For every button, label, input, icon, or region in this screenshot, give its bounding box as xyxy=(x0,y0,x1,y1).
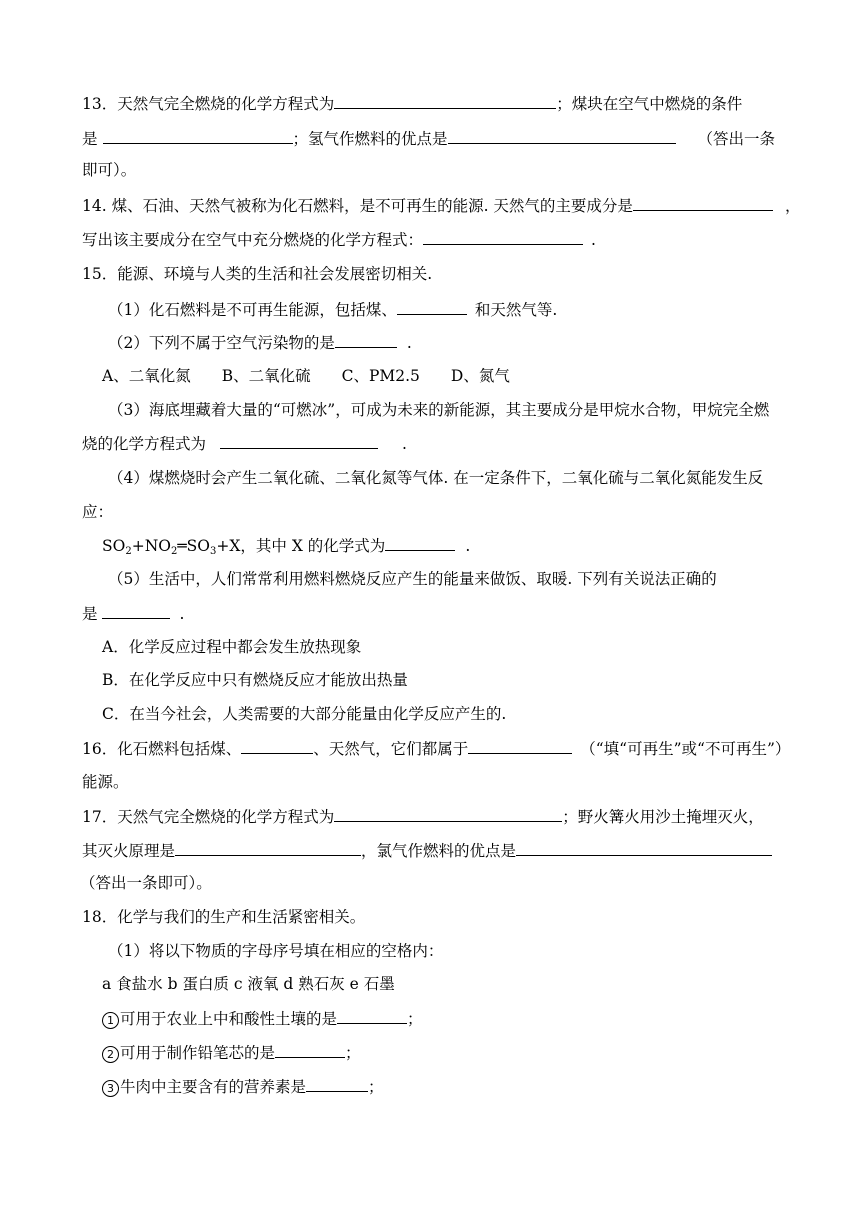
q15-text: 应： xyxy=(82,503,114,521)
q14-text: 写出该主要成分在空气中充分燃烧的化学方程式： xyxy=(82,231,424,249)
subscript: 2 xyxy=(170,546,178,557)
q15-text: 是 xyxy=(82,605,98,623)
answer-blank xyxy=(334,806,562,822)
semicolon: ； xyxy=(407,1010,423,1028)
answer-blank xyxy=(516,840,772,856)
answer-blank xyxy=(334,93,556,109)
q15-text: 和天然气等. xyxy=(474,301,558,319)
q17-text: ，氯气作燃料的优点是 xyxy=(361,842,517,860)
q16-text: 能源。 xyxy=(82,773,129,791)
q17-line-3 xyxy=(80,873,212,893)
answer-blank xyxy=(337,1008,407,1024)
q18-text: 可用于制作铅笔芯的是 xyxy=(120,1044,276,1062)
q13-text: ；氢气作燃料的优点是 xyxy=(292,130,448,148)
q15-text: . xyxy=(179,605,185,623)
option-text: B．在化学反应中只有燃烧反应才能放出热量 xyxy=(102,671,408,689)
q15-text: （2）下列不属于空气污染物的是 xyxy=(108,334,335,352)
q18-items-text: a 食盐水 b 蛋白质 c 液氧 d 熟石灰 e 石墨 xyxy=(102,975,395,993)
q15-text: 15．能源、环境与人类的生活和社会发展密切相关. xyxy=(82,265,433,283)
q15-equation xyxy=(102,535,470,556)
q13-line-2 xyxy=(82,128,775,149)
q13-line-1 xyxy=(82,93,742,114)
subscript: 2 xyxy=(125,546,132,557)
semicolon: ； xyxy=(368,1078,384,1096)
q18-item-1 xyxy=(102,1008,423,1029)
answer-blank xyxy=(335,332,397,348)
q17-text: 17．天然气完全燃烧的化学方程式为 xyxy=(82,808,335,826)
q15-text: （5）生活中，人们常常利用燃料燃烧反应产生的能量来做饭、取暖. 下列有关说法正确的 xyxy=(108,570,717,588)
q15-sub-1 xyxy=(108,299,557,320)
q15-text: 烧的化学方程式为 xyxy=(82,435,207,453)
q17-text: 其灭火原理是 xyxy=(82,842,176,860)
q17-line-1 xyxy=(82,806,764,827)
circled-number-3: 3 xyxy=(102,1080,119,1097)
q17-text: （答出一条即可）。 xyxy=(80,874,212,892)
q18-intro xyxy=(82,907,365,927)
answer-blank xyxy=(275,1042,345,1058)
answer-blank xyxy=(423,229,583,245)
option-text: A．化学反应过程中都会发生放热现象 xyxy=(102,638,362,656)
q16-text: （“填“可再生”或“不可再生”） xyxy=(580,740,791,758)
answer-blank xyxy=(175,840,361,856)
equation-text: +NO xyxy=(131,537,171,555)
q15-sub-4 xyxy=(108,468,763,488)
answer-blank xyxy=(102,603,170,619)
answer-blank xyxy=(633,195,773,211)
q18-text: 18．化学与我们的生产和生活紧密相关。 xyxy=(82,908,366,926)
answer-blank xyxy=(220,433,378,449)
q14-line-2 xyxy=(82,229,596,250)
answer-blank xyxy=(306,1076,368,1092)
q15-option-b xyxy=(102,670,408,690)
q15-text: . xyxy=(402,435,407,453)
answer-blank xyxy=(241,738,313,754)
q15-sub-3-cont xyxy=(82,433,407,454)
q15-sub-5 xyxy=(108,569,717,589)
semicolon: ； xyxy=(345,1044,361,1062)
q15-options xyxy=(102,366,510,386)
q15-option-a xyxy=(102,637,361,657)
q14-text: ， xyxy=(784,197,801,215)
q16-line-2 xyxy=(82,772,129,792)
q15-sub-3 xyxy=(108,400,769,420)
equation-text: ═SO xyxy=(177,537,211,555)
answer-blank xyxy=(103,128,293,144)
q13-text: 13．天然气完全燃烧的化学方程式为 xyxy=(82,95,335,113)
q13-text: 即可）。 xyxy=(82,161,137,179)
subscript: 3 xyxy=(210,546,217,557)
q15-text: （4）煤燃烧时会产生二氧化硫、二氧化氮等气体. 在一定条件下，二氧化硫与二氧化氮能发生反 xyxy=(108,469,764,487)
equation-text: +X，其中 X 的化学式为 xyxy=(216,537,386,555)
q16-text: 16．化石燃料包括煤、 xyxy=(82,740,242,758)
circled-number-1: 1 xyxy=(102,1012,119,1029)
q13-text: 是 xyxy=(82,130,98,148)
q18-sub-1 xyxy=(108,941,443,961)
q18-item-2 xyxy=(102,1042,361,1063)
equation-text: SO xyxy=(102,537,126,555)
q15-options-text: A、二氧化氮 B、二氧化硫 C、PM2.5 D、氮气 xyxy=(102,367,510,385)
q17-line-2 xyxy=(82,840,772,861)
q18-item-3 xyxy=(102,1076,384,1097)
q15-text: （1）化石燃料是不可再生能源，包括煤、 xyxy=(108,301,397,319)
q16-line-1 xyxy=(82,738,790,759)
answer-blank xyxy=(448,128,676,144)
q15-sub-5-cont xyxy=(82,603,184,624)
circled-number-2: 2 xyxy=(102,1046,119,1063)
q14-line-1 xyxy=(82,195,800,216)
q13-text: ；煤块在空气中燃烧的条件 xyxy=(556,95,743,113)
q15-option-c xyxy=(102,704,506,724)
q13-text: （答出一条 xyxy=(697,130,776,148)
q18-text: 牛肉中主要含有的营养素是 xyxy=(120,1078,307,1096)
q14-text: . xyxy=(591,231,596,249)
answer-blank xyxy=(385,535,455,551)
q18-items xyxy=(102,974,395,994)
q17-text: ；野火篝火用沙土掩埋灭火， xyxy=(562,808,764,826)
option-text: C．在当今社会，人类需要的大部分能量由化学反应产生的. xyxy=(102,705,507,723)
answer-blank xyxy=(397,299,467,315)
q15-sub-4-cont xyxy=(82,502,113,522)
q15-text: . xyxy=(406,334,412,352)
q16-text: 、天然气，它们都属于 xyxy=(313,740,469,758)
equation-text: . xyxy=(465,537,471,555)
q15-text: （3）海底埋藏着大量的“可燃冰”，可成为未来的新能源，其主要成分是甲烷水合物，甲烷完全燃 xyxy=(108,401,770,419)
q18-text: 可用于农业上中和酸性土壤的是 xyxy=(120,1010,338,1028)
q13-line-3 xyxy=(82,160,136,180)
q14-text: 14. 煤、石油、天然气被称为化石燃料，是不可再生的能源. 天然气的主要成分是 xyxy=(82,197,633,215)
q15-sub-2 xyxy=(108,332,412,353)
answer-blank xyxy=(468,738,572,754)
q18-text: （1）将以下物质的字母序号填在相应的空格内： xyxy=(108,942,444,960)
q15-intro xyxy=(82,264,432,284)
